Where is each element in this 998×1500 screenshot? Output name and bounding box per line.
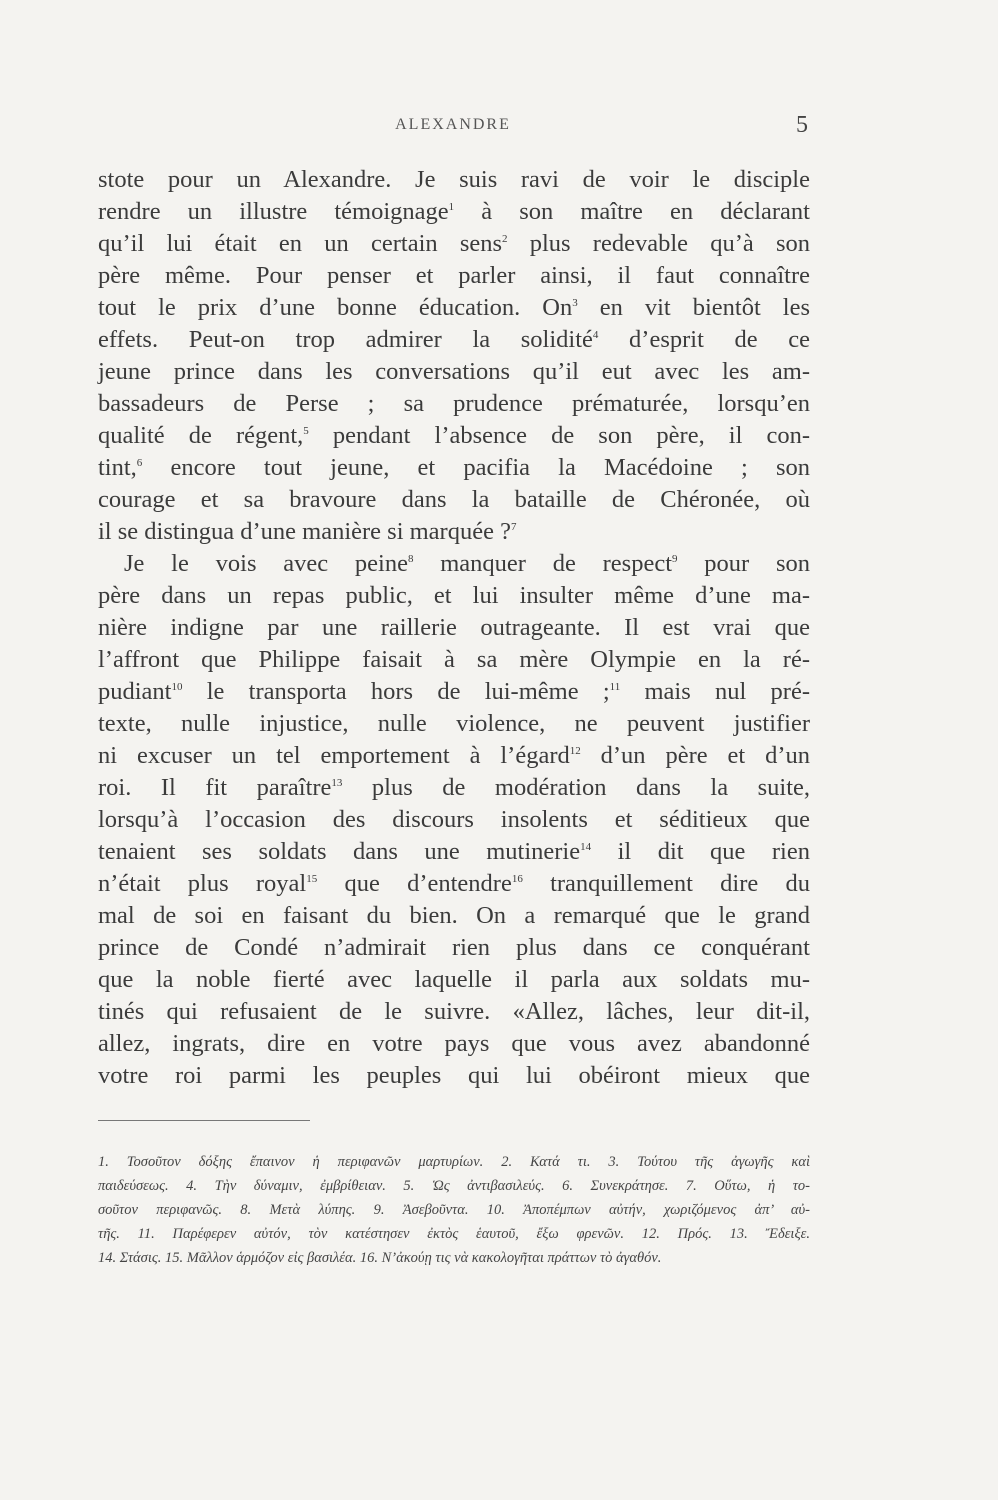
text-line: [98, 452, 810, 484]
footnote-ref: 3: [572, 296, 578, 309]
text-run: bassadeurs de Perse ; sa prudence prématurée, lorsqu’en: [98, 390, 810, 417]
text-line: [98, 164, 810, 196]
text-line: [98, 516, 810, 548]
footnotes: [98, 1150, 810, 1270]
body-text: [98, 164, 810, 1092]
text-run: jeune prince dans les conversations qu’il eut avec les am-: [98, 358, 810, 385]
text-run: que la noble fierté avec laquelle il parla aux soldats mu-: [98, 966, 810, 993]
text-run: que d’entendre: [317, 870, 512, 897]
footnote-ref: 2: [502, 232, 508, 245]
text-run: père même. Pour penser et parler ainsi, il faut connaître: [98, 262, 810, 289]
text-run: allez, ingrats, dire en votre pays que vous avez abandonné: [98, 1030, 810, 1057]
running-title: ALEXANDRE: [395, 116, 511, 133]
text-run: lorsqu’à l’occasion des discours insolents et séditieux que: [98, 806, 810, 833]
footnote-ref: 10: [171, 680, 183, 693]
text-run: n’était plus royal: [98, 870, 307, 897]
footnote-line: 1. Τοσοῦτον δόξης ἔπαινον ἡ περιφανῶν μαρτυρίων. 2. Κατά τι. 3. Τούτου τῆς ἀγωγῆς καὶ: [98, 1154, 810, 1170]
text-run: tint,: [98, 454, 137, 481]
page-number: 5: [796, 112, 808, 138]
text-run: tranquillement dire du: [522, 870, 810, 897]
footnote-line: τῆς. 11. Παρέφερεν αὐτόν, τὸν κατέστησεν ἐκτὸς ἑαυτοῦ, ἔξω φρενῶν. 12. Πρός. 13. Ἔδειξε.: [98, 1226, 810, 1242]
text-line: [98, 644, 810, 676]
text-line: [98, 260, 810, 292]
footnote-ref: 12: [569, 744, 581, 757]
text-run: d’un père et d’un: [580, 742, 810, 769]
text-run: pour son: [677, 550, 811, 577]
footnote-ref: 8: [407, 552, 414, 565]
footnote-ref: 5: [303, 424, 309, 437]
text-run: encore tout jeune, et pacifia la Macédoine ; son: [142, 454, 810, 481]
text-line: [98, 324, 810, 356]
text-line: [98, 420, 810, 452]
footnote-ref: 7: [510, 520, 517, 533]
text-run: stote pour un Alexandre. Je suis ravi de voir le disciple: [98, 166, 810, 193]
text-run: pendant l’absence de son père, il con-: [308, 422, 810, 449]
footnote-ref: 9: [672, 552, 678, 565]
text-run: tenaient ses soldats dans une mutinerie: [98, 838, 581, 865]
footnote-line: παιδεύσεως. 4. Τὴν δύναμιν, ἐμβρίθειαν. 5. Ὡς ἀντιβασιλεύς. 6. Συνεκράτησε. 7. Οὕτω, ἡ το-: [98, 1178, 810, 1194]
text-line: [98, 580, 810, 612]
text-run: l’affront que Philippe faisait à sa mère Olympie en la ré-: [98, 646, 810, 673]
footnote-ref: 13: [331, 776, 343, 789]
text-run: ni excuser un tel emportement à l’égard: [98, 742, 570, 769]
text-run: manquer de respect: [413, 550, 673, 577]
text-run: tout le prix d’une bonne éducation. On: [98, 294, 573, 321]
text-run: Je le vois avec peine: [124, 550, 408, 577]
text-run: mais nul pré-: [620, 678, 810, 705]
text-run: roi. Il fit paraître: [98, 774, 332, 801]
text-line: [98, 772, 810, 804]
text-line: [98, 196, 810, 228]
text-run: courage et sa bravoure dans la bataille de Chéronée, où: [98, 486, 810, 513]
text-line: [98, 676, 810, 708]
footnote-divider: [98, 1120, 310, 1121]
text-run: prince de Condé n’admirait rien plus dans ce conquérant: [98, 934, 810, 961]
text-run: en vit bientôt les: [577, 294, 810, 321]
text-run: votre roi parmi les peuples qui lui obéiront mieux que: [98, 1062, 810, 1089]
text-run: le transporta hors de lui-même ;: [182, 678, 610, 705]
text-run: texte, nulle injustice, nulle violence, ne peuvent justifier: [98, 710, 810, 737]
footnote-ref: 1: [448, 200, 455, 213]
footnote-ref: 11: [609, 680, 621, 693]
page-header: [98, 112, 808, 146]
text-line: [98, 900, 810, 932]
text-line: [98, 228, 810, 260]
text-run: nière indigne par une raillerie outrageante. Il est vrai que: [98, 614, 810, 641]
text-run: qu’il lui était en un certain sens: [98, 230, 503, 257]
text-line: [98, 292, 810, 324]
text-line: [98, 1028, 810, 1060]
footnote-ref: 15: [306, 872, 318, 885]
text-run: rendre un illustre témoignage: [98, 198, 449, 225]
text-line: [98, 868, 810, 900]
text-line: [98, 836, 810, 868]
footnote-ref: 6: [136, 456, 143, 469]
text-line: [98, 612, 810, 644]
footnote-ref: 4: [592, 328, 599, 341]
text-run: pudiant: [98, 678, 172, 705]
text-line: [98, 932, 810, 964]
text-line: [98, 548, 810, 580]
text-line: [98, 388, 810, 420]
text-line: [98, 1060, 810, 1092]
text-line: [98, 356, 810, 388]
text-run: père dans un repas public, et lui insulter même d’une ma-: [98, 582, 810, 609]
text-run: plus redevable qu’à son: [507, 230, 810, 257]
text-run: tinés qui refusaient de le suivre. «Allez, lâches, leur dit-il,: [98, 998, 810, 1025]
text-run: qualité de régent,: [98, 422, 304, 449]
footnote-ref: 14: [580, 840, 592, 853]
text-run: à son maître en déclarant: [454, 198, 810, 225]
text-run: plus de modération dans la suite,: [342, 774, 811, 801]
text-run: effets. Peut-on trop admirer la solidité: [98, 326, 593, 353]
footnote-line: 14. Στάσις. 15. Μᾶλλον ἁρμόζον εἰς βασιλέα. 16. Ν’ἀκούῃ τις νὰ κακολογῆται πράττων τὸ ἀγαθόν.: [98, 1250, 662, 1266]
text-line: [98, 996, 810, 1028]
text-line: [98, 740, 810, 772]
text-run: il se distingua d’une manière si marquée ?: [98, 518, 511, 545]
text-line: [98, 964, 810, 996]
text-line: [98, 708, 810, 740]
footnote-ref: 16: [511, 872, 523, 885]
text-run: il dit que rien: [591, 838, 810, 865]
text-run: mal de soi en faisant du bien. On a remarqué que le grand: [98, 902, 810, 929]
text-line: [98, 804, 810, 836]
text-line: [98, 484, 810, 516]
footnote-line: σοῦτον περιφανῶς. 8. Μετὰ λύπης. 9. Ἀσεβοῦντα. 10. Ἀποπέμπων αὐτήν, χωριζόμενος ἀπ’ αὐ-: [98, 1202, 810, 1218]
text-run: d’esprit de ce: [598, 326, 810, 353]
